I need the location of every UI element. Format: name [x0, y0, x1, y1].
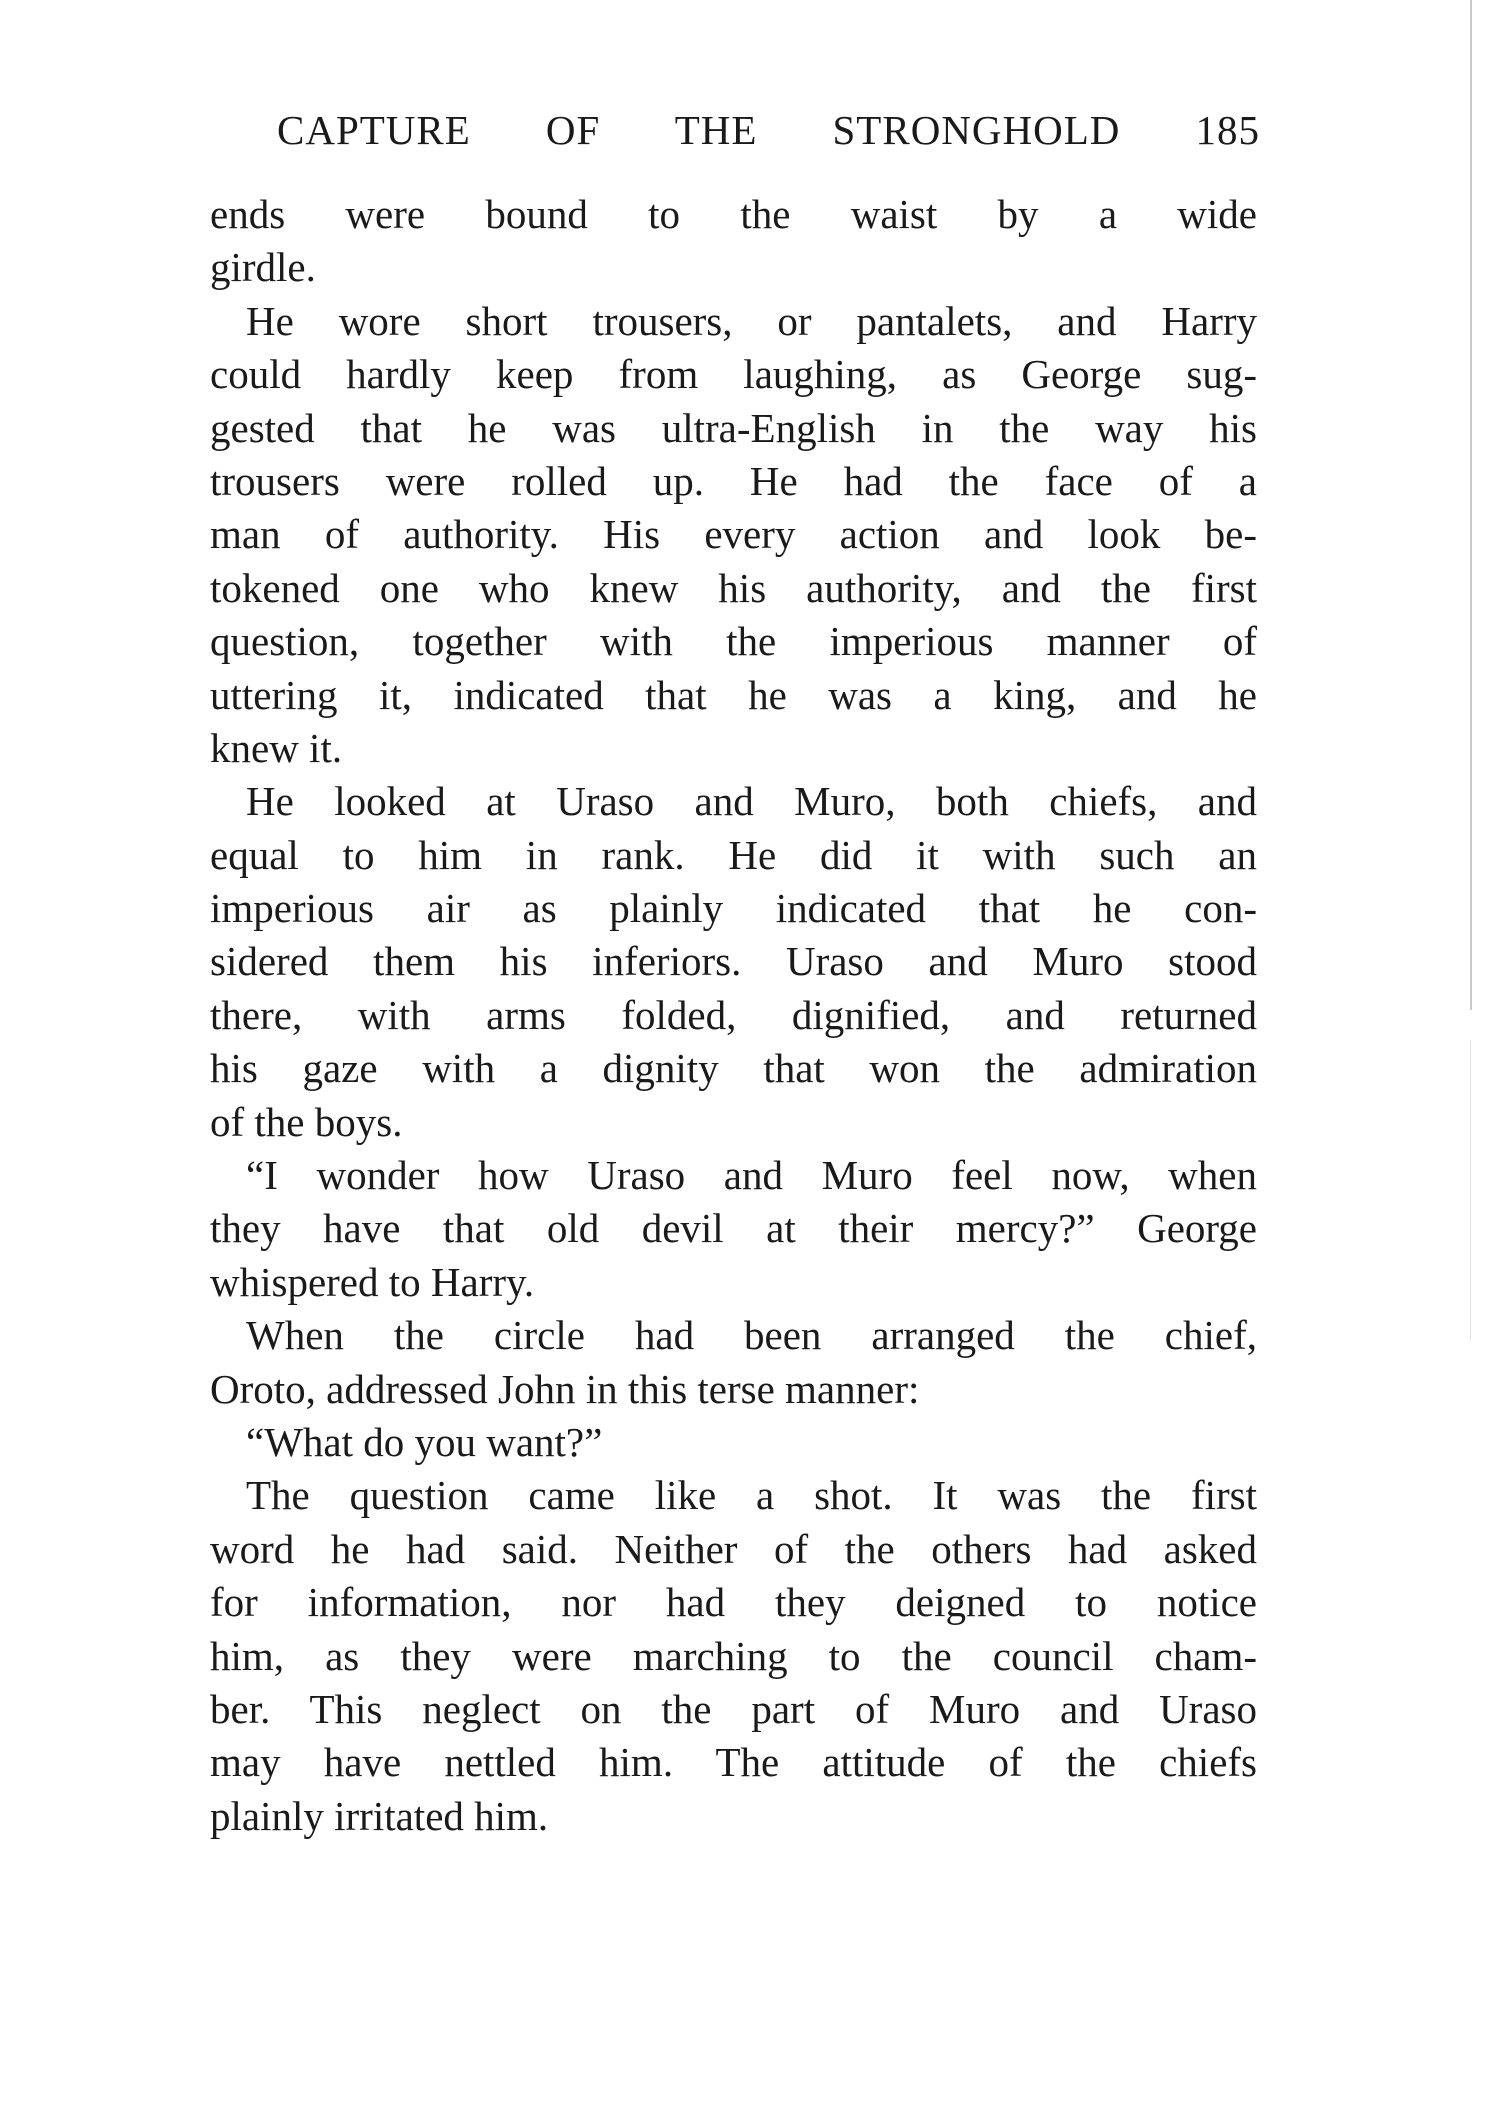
page-number: 185: [1195, 107, 1260, 153]
chapter-title: CAPTURE OF THE STRONGHOLD: [277, 107, 1121, 153]
text-line: knew it.: [210, 724, 343, 771]
page-edge-line: [1470, 0, 1472, 1010]
text-line: He looked at Uraso and Muro, both chiefs, and: [246, 778, 1257, 825]
text-line: “What do you want?”: [246, 1418, 603, 1465]
page-edge-line: [1470, 1040, 1471, 1340]
text-line: word he had said. Neither of the others had asked: [210, 1525, 1257, 1572]
text-line: trousers were rolled up. He had the face of a: [210, 457, 1257, 504]
text-line: Oroto, addressed John in this terse manner:: [210, 1365, 920, 1412]
page-body-text: [210, 188, 1257, 1843]
running-header: [277, 100, 1260, 160]
text-line: plainly irritated him.: [210, 1792, 549, 1839]
text-line: sidered them his inferiors. Uraso and Muro stood: [210, 938, 1257, 985]
text-line: there, with arms folded, dignified, and returned: [210, 991, 1257, 1038]
text-line: may have nettled him. The attitude of the chiefs: [210, 1739, 1257, 1786]
text-line: “I wonder how Uraso and Muro feel now, when: [246, 1152, 1257, 1199]
text-line: for information, nor had they deigned to notice: [210, 1579, 1257, 1626]
text-line: could hardly keep from laughing, as George sug-: [210, 351, 1257, 398]
text-line: whispered to Harry.: [210, 1258, 535, 1305]
text-line: him, as they were marching to the council cham-: [210, 1632, 1257, 1679]
text-line: girdle.: [210, 244, 316, 291]
text-line: imperious air as plainly indicated that he con-: [210, 885, 1257, 932]
text-line: ber. This neglect on the part of Muro and Uraso: [210, 1685, 1257, 1732]
text-line: He wore short trousers, or pantalets, and Harry: [246, 297, 1257, 344]
text-line: The question came like a shot. It was the first: [246, 1472, 1257, 1519]
text-line: they have that old devil at their mercy?” George: [210, 1205, 1257, 1252]
text-line: his gaze with a dignity that won the admiration: [210, 1045, 1257, 1092]
text-line: tokened one who knew his authority, and the first: [210, 564, 1257, 611]
text-line: of the boys.: [210, 1098, 403, 1145]
text-line: uttering it, indicated that he was a king, and he: [210, 671, 1257, 718]
text-line: question, together with the imperious manner of: [210, 618, 1257, 665]
text-line: ends were bound to the waist by a wide: [210, 191, 1257, 237]
text-line: gested that he was ultra-English in the way his: [210, 404, 1257, 451]
text-line: When the circle had been arranged the chief,: [246, 1312, 1257, 1359]
text-line: equal to him in rank. He did it with such an: [210, 831, 1257, 878]
text-line: man of authority. His every action and look be-: [210, 511, 1257, 558]
